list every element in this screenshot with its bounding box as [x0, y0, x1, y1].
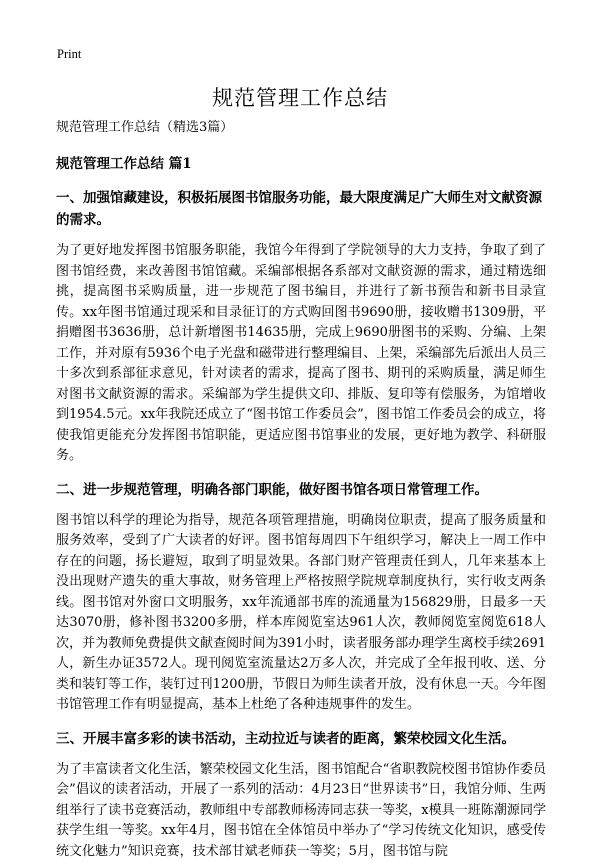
section-heading: 规范管理工作总结 篇1 [56, 154, 546, 175]
print-link[interactable]: Print [57, 47, 81, 62]
page-title: 规范管理工作总结 [0, 82, 600, 112]
item-heading-2: 二、进一步规范管理，明确各部门职能，做好图书馆各项日常管理工作。 [56, 479, 546, 501]
item-heading-1: 一、加强馆藏建设，积极拓展图书馆服务功能，最大限度满足广大师生对文献资源的需求。 [56, 187, 546, 231]
document-body [56, 117, 546, 862]
document-subtitle: 规范管理工作总结（精选3篇） [56, 117, 546, 138]
paragraph-3: 为了丰富读者文化生活，繁荣校园文化生活，图书馆配合“省职教院校图书馆协作委员会”倡议的读者活动，开展了一系列的活动：4月23日“世界读书”日，我馆分师、生两组举行了读书竞赛活动，教师组中专部教师杨涛同志获一等奖，x模具一班陈潮源同学获学生组一等奖。xx年4月，图书馆在全体馆员中举办了“学习传统文化知识，感受传统文化魅力”知识竞赛，技术部甘斌老师获一等奖；5月，图书馆与院 [56, 760, 546, 862]
paragraph-1: 为了更好地发挥图书馆服务职能，我馆今年得到了学院领导的大力支持，争取了到了图书馆经费，来改善图书馆馆藏。采编部根据各系部对文献资源的需求，通过精选细挑，提高图书采购质量，进一步规范了图书编目，并进行了新书预告和新书目录宣传。xx年图书馆通过现采和目录征订的方式购回图书9690册，接收赠书1309册，平捐赠图书3636册，总计新增图书14635册，完成上9690册图书的采购、分编、上架工作，并对原有5936个电子光盘和磁带进行整理编目、上架，采编部先后派出人员三十多次到系部征求意见，针对读者的需求，提高了图书、期刊的采购质量，满足师生对图书文献资源的需求。采编部为学生提供文印、排版、复印等有偿服务，为馆增收到1954.5元。xx年我院还成立了“图书馆工作委员会”，图书馆工作委员会的成立，将使我馆更能充分发挥图书馆职能，更适应图书馆事业的发展，更好地为教学、科研服务。 [56, 241, 546, 467]
paragraph-2: 图书馆以科学的理论为指导，规范各项管理措施，明确岗位职责，提高了服务质量和服务效率，受到了广大读者的好评。图书馆每周四下午组织学习，解决上一周工作中存在的问题，扬长避短，取到了明显效果。各部门财产管理责任到人，几年来基本上没出现财产遗失的重大事故，财务管理上严格按照学院规章制度执行，实行收支两条线。图书馆对外窗口文明服务，xx年流通部书库的流通量为156829册，日最多一天达3070册，修补图书3200多册，样本库阅览室达961人次，教师阅览室阅览618人次，并为教师免费提供文献查阅时间为391小时，读者服务部办理学生离校手续2691人，新生办证3572人。现刊阅览室流量达2万多人次，并完成了全年报刊收、送、分类和装钉等工作，装钉过刊1200册，节假日为师生读者开放，没有休息一天。今年图书馆管理工作有明显提高，基本上杜绝了各种违规事件的发生。 [56, 511, 546, 716]
item-heading-3: 三、开展丰富多彩的读书活动，主动拉近与读者的距离，繁荣校园文化生活。 [56, 728, 546, 750]
